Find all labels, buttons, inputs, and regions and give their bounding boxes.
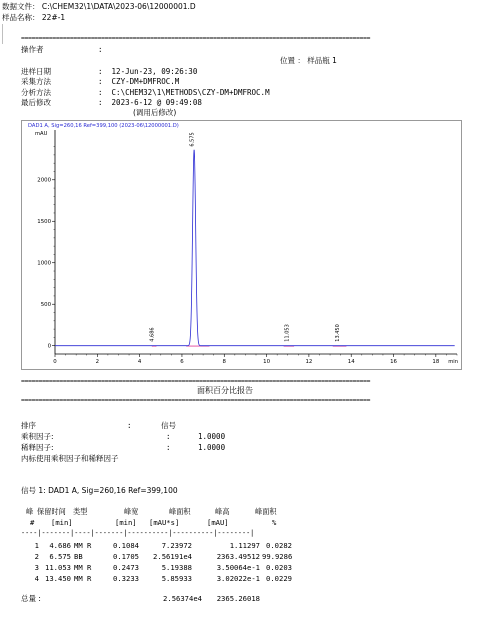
peak-label: 4.686 (149, 327, 156, 342)
data-file-line: 数据文件： C:\CHEM32\1\DATA\2023-06\12000001.D (2, 2, 196, 11)
x-tick-label: 4 (137, 359, 142, 365)
col-rt-header: 保留时间 (37, 507, 66, 516)
multiplier-label: 乘积因子: (21, 432, 54, 441)
left-margin-line (2, 24, 3, 44)
separator-line: ==================================================================================================== (21, 36, 371, 42)
x-tick-label: 18 (432, 359, 440, 365)
col-height-unit: [mAU] (207, 518, 229, 527)
peak-label: 13.450 (334, 324, 341, 342)
operator-colon: : (98, 45, 103, 54)
sort-label: 排序 (21, 421, 36, 430)
total-label: 总量 : (21, 594, 41, 603)
col-rt-unit: [min] (51, 518, 73, 527)
table-cell-n: 4 (34, 574, 39, 583)
table-cell-pct: 0.0282 (266, 541, 292, 550)
col-width-unit: [min] (115, 518, 137, 527)
table-cell-rt: 13.450 (45, 574, 71, 583)
table-cell-area: 5.19388 (161, 563, 192, 572)
table-cell-n: 3 (34, 563, 39, 572)
total-area: 2.56374e4 (163, 594, 202, 603)
col-pct-unit: % (272, 518, 277, 527)
x-tick-label: 8 (222, 359, 226, 365)
istd-note: 内标使用乘积因子和稀释因子 (21, 454, 119, 463)
x-tick-label: 2 (95, 359, 100, 365)
table-cell-height: 3.02022e-1 (216, 574, 260, 583)
table-cell-width: 0.1084 (113, 541, 139, 550)
table-cell-area: 5.85933 (161, 574, 192, 583)
y-axis-unit: mAU (35, 131, 48, 137)
y-tick-label: 0 (47, 343, 51, 350)
table-cell-n: 2 (34, 552, 39, 561)
chromatogram-chart (21, 120, 462, 370)
chart-title: DAD1 A, Sig=260,16 Ref=399,100 (2023-06\12000001.D) (28, 123, 179, 129)
x-tick-label: 16 (390, 359, 397, 365)
modified-note: (调用后修改) (133, 108, 177, 117)
sort-value: 信号 (161, 421, 176, 430)
dilution-label: 稀释因子: (21, 443, 54, 452)
x-tick-label: 10 (263, 359, 271, 365)
x-axis-unit: min (448, 359, 458, 365)
table-cell-pct: 0.0203 (266, 563, 292, 572)
table-cell-pct: 0.0229 (266, 574, 292, 583)
x-tick-label: 14 (347, 359, 355, 365)
col-height-header: 峰高 (215, 507, 230, 516)
col-width-header: 峰宽 (124, 507, 139, 516)
col-type-header: 类型 (73, 507, 88, 516)
table-cell-type: BB (74, 552, 83, 561)
table-cell-height: 1.11297 (229, 541, 260, 550)
chart-frame (22, 121, 462, 370)
table-cell-width: 0.1705 (113, 552, 139, 561)
table-cell-pct: 99.9286 (262, 552, 293, 561)
table-cell-height: 2363.49512 (216, 552, 260, 561)
y-tick-label: 1500 (37, 219, 51, 226)
inject-date-label: 进样日期 (21, 67, 51, 76)
peak-label: 11.053 (284, 324, 291, 342)
dilution-colon: : (166, 443, 171, 452)
x-tick-label: 6 (180, 359, 184, 365)
total-height: 2365.26018 (216, 594, 260, 603)
peak-label: 6.575 (189, 132, 196, 147)
acq-method-value: : CZY-DM+DMFROC.M (98, 77, 180, 86)
sample-name-line: 样品名称： 22#-1 (2, 13, 66, 22)
signal-line: 信号 1: DAD1 A, Sig=260,16 Ref=399,100 (21, 486, 178, 495)
y-tick-label: 500 (40, 302, 51, 309)
table-cell-height: 3.50064e-1 (216, 563, 260, 572)
analysis-method-value: : C:\CHEM32\1\METHODS\CZY-DM+DMFROC.M (98, 88, 270, 97)
y-tick-label: 2000 (37, 177, 51, 184)
table-cell-type: MM R (74, 563, 92, 572)
table-cell-rt: 11.053 (45, 563, 71, 572)
table-cell-type: MM R (74, 541, 92, 550)
report-title: 面积百分比报告 (197, 386, 253, 395)
x-tick-label: 12 (305, 359, 313, 365)
multiplier-colon: : (166, 432, 171, 441)
x-tick-label: 0 (53, 359, 57, 365)
last-modified-value: : 2023-6-12 @ 09:49:08 (98, 98, 202, 107)
last-modified-label: 最后修改 (21, 98, 51, 107)
table-divider: ----|-------|----|-------|----------|----------|--------| (21, 529, 255, 537)
table-cell-n: 1 (34, 541, 39, 550)
dilution-value: 1.0000 (198, 443, 226, 452)
separator-line: ==================================================================================================== (21, 398, 371, 404)
operator-label: 操作者 (21, 45, 44, 54)
separator-line: ==================================================================================================== (21, 379, 371, 385)
col-peak-header: 峰 (26, 507, 34, 516)
table-cell-width: 0.2473 (113, 563, 139, 572)
col-area-unit: [mAU*s] (149, 518, 180, 527)
table-cell-area: 2.56191e4 (153, 552, 192, 561)
multiplier-value: 1.0000 (198, 432, 226, 441)
acq-method-label: 采集方法 (21, 77, 51, 86)
y-tick-label: 1000 (37, 260, 51, 267)
col-pct-header: 峰面积 (255, 507, 277, 516)
col-area-header: 峰面积 (169, 507, 191, 516)
table-cell-area: 7.23972 (161, 541, 192, 550)
col-peak-unit: # (30, 518, 35, 527)
analysis-method-label: 分析方法 (21, 88, 51, 97)
table-cell-rt: 4.686 (49, 541, 71, 550)
table-cell-width: 0.3233 (113, 574, 139, 583)
table-cell-type: MM R (74, 574, 92, 583)
inject-date-value: : 12-Jun-23, 09:26:30 (98, 67, 198, 76)
table-cell-rt: 6.575 (49, 552, 71, 561)
sort-colon: : (127, 421, 132, 430)
position-text: 位置 ： 样品瓶 1 (280, 56, 337, 65)
